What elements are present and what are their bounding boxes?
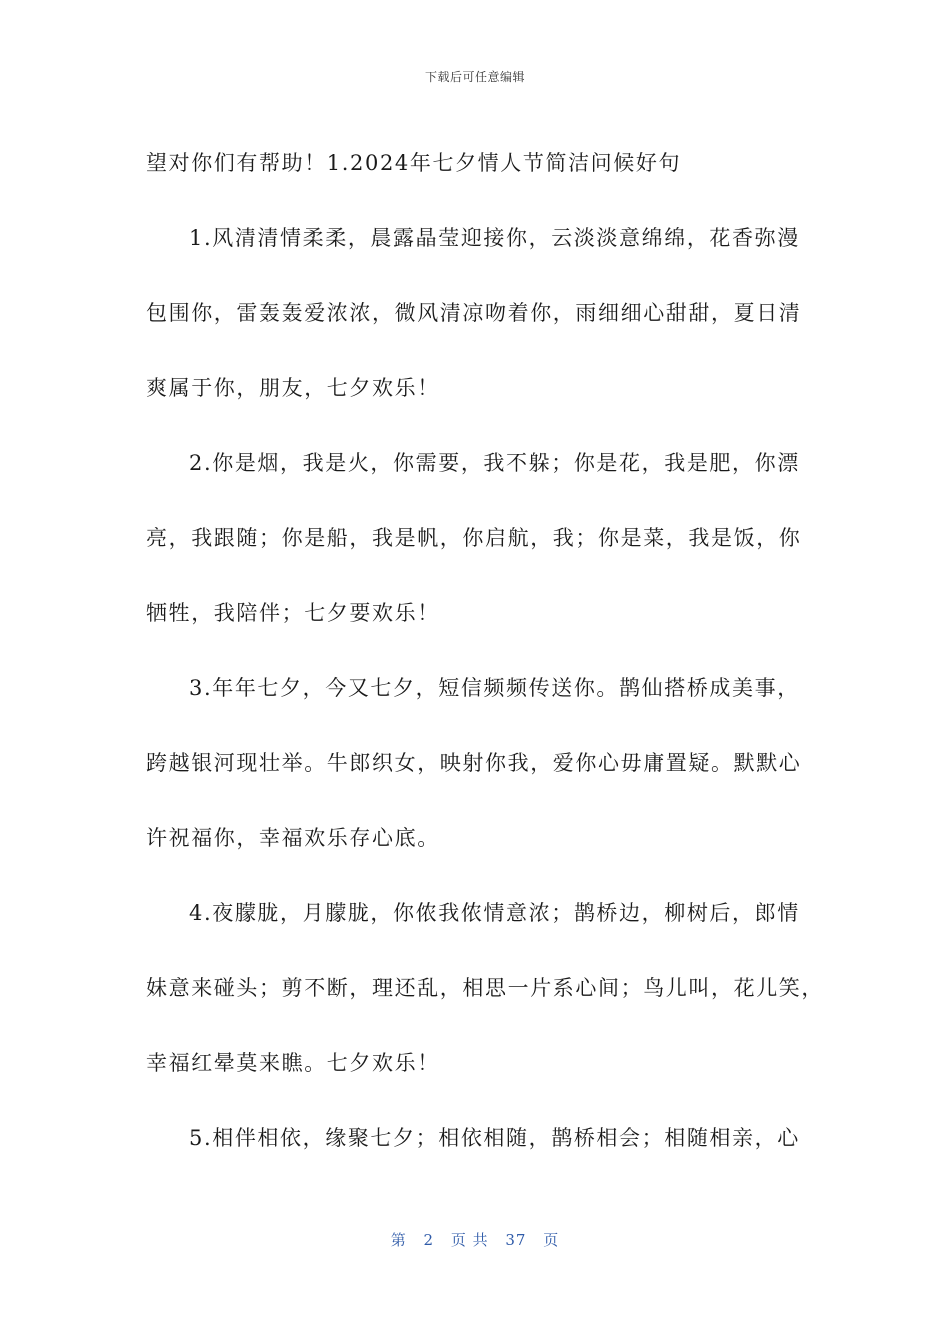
current-page-number: 2 — [423, 1231, 435, 1249]
total-pages-number: 37 — [505, 1231, 527, 1249]
footer-prefix: 第 — [390, 1231, 407, 1249]
text-line: 亮，我跟随；你是船，我是帆，你启航，我；你是菜，我是饭，你 — [146, 526, 802, 550]
text-line: 包围你，雷轰轰爱浓浓，微风清凉吻着你，雨细细心甜甜，夏日清 — [146, 301, 802, 325]
text-line: 望对你们有帮助！1.2024年七夕情人节简洁问候好句 — [146, 151, 682, 175]
page-footer — [0, 1229, 950, 1250]
text-line: 妹意来碰头；剪不断，理还乱，相思一片系心间；鸟儿叫，花儿笑， — [146, 976, 824, 1000]
page-header-note: 下载后可任意编辑 — [424, 70, 525, 84]
text-line: 4.夜朦胧，月朦胧，你侬我侬情意浓；鹊桥边，柳树后，郎情 — [189, 901, 800, 925]
document-body — [146, 126, 824, 1176]
text-line: 幸福红晕莫来瞧。七夕欢乐！ — [146, 1051, 440, 1075]
text-line: 爽属于你，朋友，七夕欢乐！ — [146, 376, 440, 400]
text-line: 5.相伴相依，缘聚七夕；相依相随，鹊桥相会；相随相亲，心 — [189, 1126, 800, 1150]
text-line: 许祝福你，幸福欢乐存心底。 — [146, 826, 440, 850]
text-line: 跨越银河现壮举。牛郎织女，映射你我，爱你心毋庸置疑。默默心 — [146, 751, 802, 775]
footer-suffix: 页 — [543, 1231, 560, 1249]
footer-middle: 页 共 — [450, 1231, 489, 1249]
text-line: 3.年年七夕，今又七夕，短信频频传送你。鹊仙搭桥成美事， — [189, 676, 800, 700]
text-line: 1.风清清情柔柔，晨露晶莹迎接你，云淡淡意绵绵，花香弥漫 — [189, 226, 800, 250]
text-line: 牺牲，我陪伴；七夕要欢乐！ — [146, 601, 440, 625]
text-line: 2.你是烟，我是火，你需要，我不躲；你是花，我是肥，你漂 — [189, 451, 800, 475]
